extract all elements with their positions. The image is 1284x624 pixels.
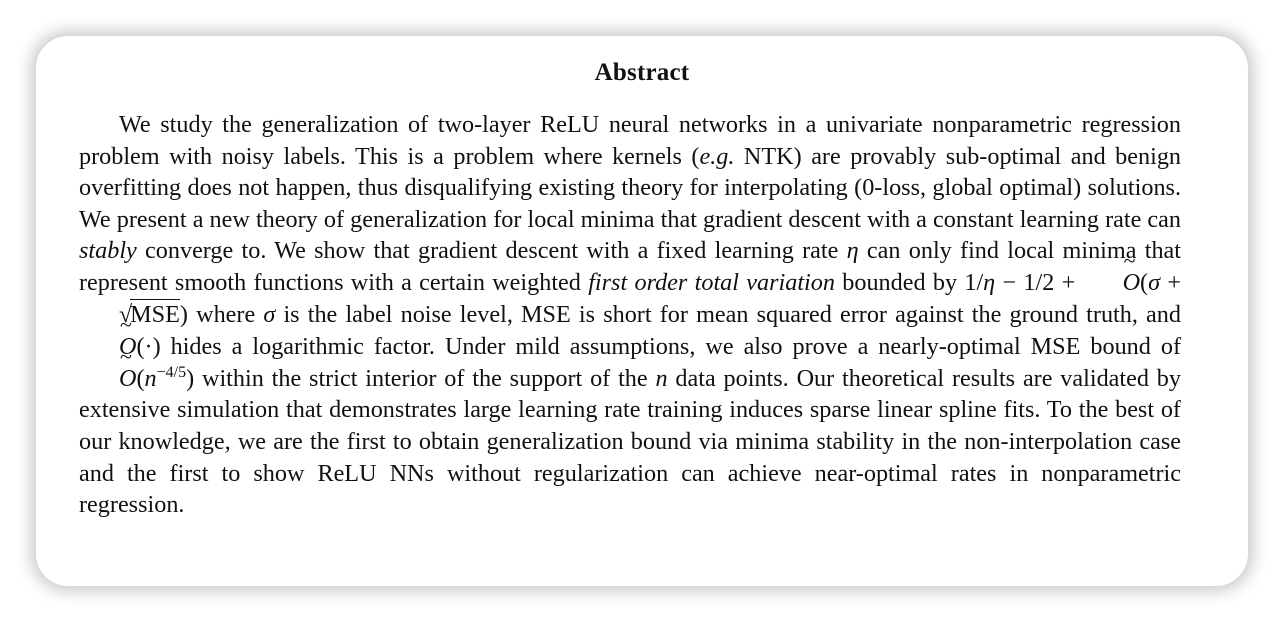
math-paren-open-2: ( [136,364,145,392]
abstract-text-6: ) where [179,300,264,328]
abstract-text-7: is the label noise level, MSE is short for mean squared error against the ground truth, and [275,300,1181,328]
math-big-o-tilde-3: ~ O [79,363,136,395]
abstract-text-2: NTK) are provably sub-optimal and benign overfitting does not happen, thus disqualifying existing theory for interpolating (0-loss, global optimal) solutions. We present a new theory of generalization for local minima that gradient descent with a constant learning rate can [79,142,1182,233]
abstract-total-variation: first order total variation [588,268,835,296]
math-sigma: σ [1148,268,1161,296]
abstract-text-8: (·) hides a logarithmic factor. Under mild assumptions, we also prove a nearly-optimal MSE bound of [136,333,1181,361]
abstract-eg: e.g. [699,142,735,170]
abstract-text-5: bounded by 1/ [834,268,984,296]
math-big-o-tilde: ~ O [1083,267,1140,299]
math-minus-half: − 1/2 + [995,268,1083,296]
sqrt-symbol: √ [119,301,133,328]
abstract-card [36,36,1248,586]
abstract-body [79,109,1181,521]
math-big-o-tilde-2: ~ O [79,331,136,363]
math-sigma-2: σ [263,300,276,328]
math-n: n [144,364,157,392]
math-eta: η [846,237,859,265]
abstract-heading: Abstract [594,59,690,86]
math-eta-2: η [983,268,996,296]
abstract-stably: stably [79,237,137,265]
abstract-text-4: can only find local minima that represent smooth functions with a certain weighted [79,237,1181,296]
abstract-text-10: data points. Our theoretical results are validated by extensive simulation that demonstrates large learning rate training induces sparse linear spline fits. To the best of our knowledge, we are the first to obtain generalization bound via minima stability in the non-interpolation case and the first to show ReLU NNs without regularization can achieve near-optimal rates in nonparametric regression. [79,364,1181,519]
abstract-text-1: We study the generalization of two-layer ReLU neural networks in a univariate nonparametric regression problem with noisy labels. This is a problem where kernels ( [79,111,1181,170]
abstract-text-3: converge to. We show that gradient descent with a fixed learning rate [136,237,847,265]
math-n-2: n [655,364,668,392]
math-paren-open: ( [1140,268,1149,296]
math-plus: + [1160,268,1181,296]
math-mse-root: MSE [130,300,180,328]
abstract-text-9: ) within the strict interior of the support of the [186,364,656,392]
math-exponent: −4/5 [156,363,187,381]
